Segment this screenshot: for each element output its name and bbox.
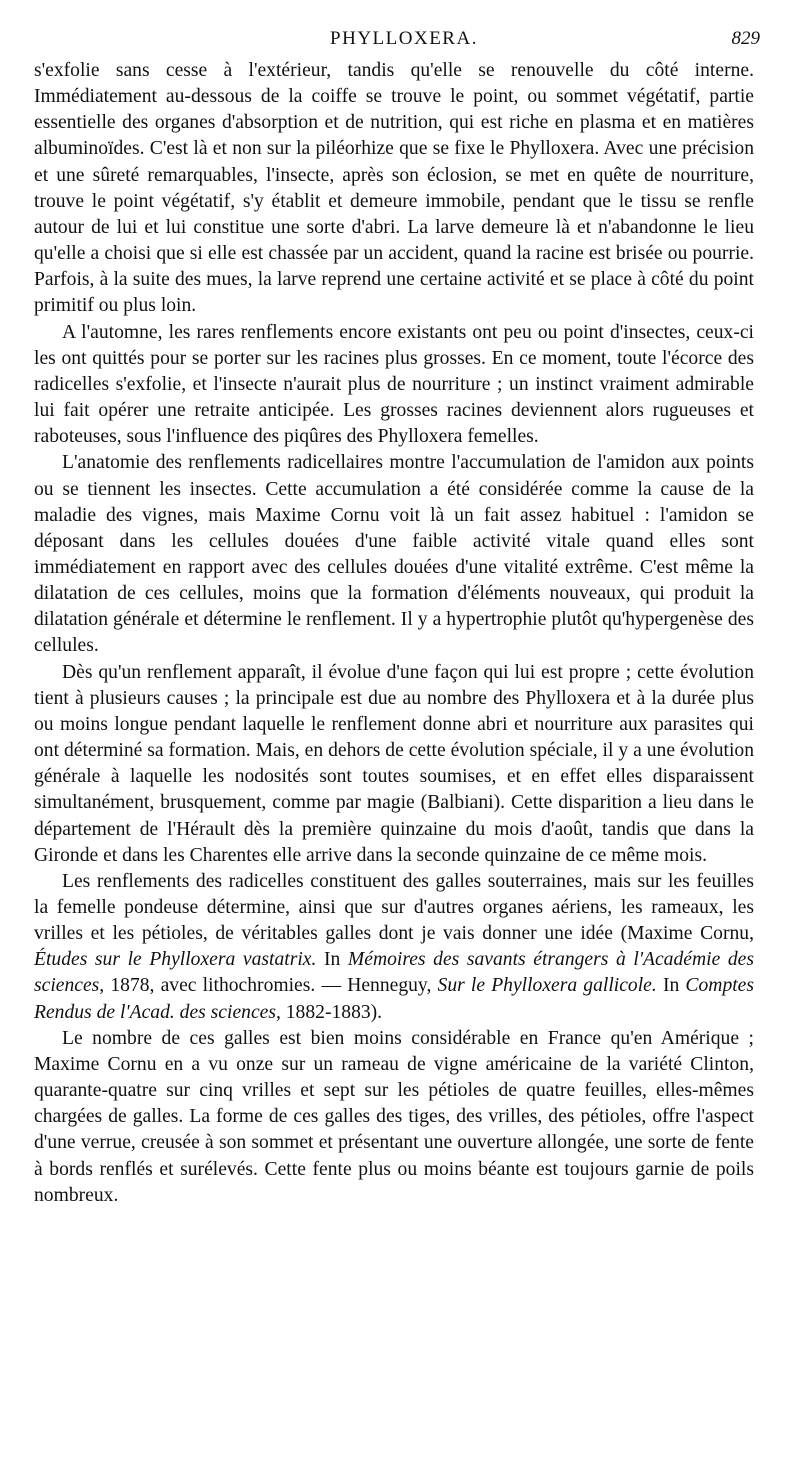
paragraph: [34, 660, 754, 869]
paragraph: [34, 450, 754, 659]
scan-artifact-marks: [60, 1420, 750, 1430]
text-run: In: [656, 975, 686, 997]
paragraph: [34, 1026, 754, 1209]
page-header: [48, 28, 760, 58]
text-run: In: [316, 949, 348, 971]
paragraph: [34, 58, 754, 320]
italic-citation: Comptes Rendus de l'Acad. des sciences,: [34, 975, 754, 1023]
paragraph: [34, 869, 754, 1026]
running-title: PHYLLOXERA.: [330, 28, 478, 49]
italic-citation: Sur le Phylloxera gallicole.: [437, 975, 657, 997]
text-run: A l'automne, les rares renflements encore existants ont peu ou point d'insectes, ceux-ci les ont quittés pour se porter sur les racines plus grosses. En ce moment, toute l'écorce des radicelles s'exfolie, et l'insecte n'aurait plus de nourriture ; un instinct vraiment admirable lui fait opérer une retraite anticipée. Les grosses racines deviennent alors rugueuses et raboteuses, sous l'influence des piqûres des Phylloxera femelles.: [34, 321, 754, 448]
body-text: [34, 58, 754, 1209]
text-run: 1878, avec lithochromies. — Henneguy,: [104, 975, 438, 997]
text-run: 1882-1883).: [280, 1001, 383, 1023]
italic-citation: Études sur le Phylloxera vastatrix.: [34, 949, 317, 971]
text-run: s'exfolie sans cesse à l'extérieur, tandis qu'elle se renouvelle du côté interne. Immédiatement au-dessous de la coiffe se trouve le point, ou sommet végétatif, partie essentielle des organes d'absorption et de nutrition, qui est riche en plasma et en matières albuminoïdes. C'est là et non sur la piléorhize que se fixe le Phylloxera. Avec une précision et une sûreté remarquables, l'insecte, après son éclosion, se met en quête de nourriture, trouve le point végétatif, s'y établit et demeure immobile, pendant que le tissu se renfle autour de lui et lui constitue une sorte d'abri. La larve demeure là et n'abandonne le lieu qu'elle a choisi que si elle est chassée par un accident, quand la racine est brisée ou pourrie. Parfois, à la suite des mues, la larve reprend une certaine activité et se place à côté du point primitif ou plus loin.: [34, 60, 754, 317]
text-run: L'anatomie des renflements radicellaires montre l'accumulation de l'amidon aux points ou se tiennent les insectes. Cette accumulation a été considérée comme la cause de la maladie des vignes, mais Maxime Cornu voit là un fait assez habituel : l'amidon se déposant dans les cellules douées d'une faible activité vitale quand elles sont immédiatement en rapport avec des cellules douées d'une vitalité extrême. C'est même la dilatation de ces cellules, moins que la formation d'éléments nouveaux, qui produit la dilatation générale et détermine le renflement. Il y a hypertrophie plutôt qu'hypergenèse des cellules.: [34, 452, 754, 657]
text-run: Dès qu'un renflement apparaît, il évolue d'une façon qui lui est propre ; cette évolution tient à plusieurs causes ; la principale est due au nombre des Phylloxera et à la durée plus ou moins longue pendant laquelle le renflement donne abri et nourriture aux parasites qui ont déterminé sa formation. Mais, en dehors de cette évolution spéciale, il y a une évolution générale à laquelle les nodosités sont toutes soumises, et en effet elles disparaissent simultanément, brusquement, comme par magie (Balbiani). Cette disparition a lieu dans le département de l'Hérault dès la première quinzaine du mois d'août, tandis que dans la Gironde et dans les Charentes elle arrive dans la seconde quinzaine de ce même mois.: [34, 661, 754, 866]
text-run: Le nombre de ces galles est bien moins considérable en France qu'en Amérique ; Maxime Cornu en a vu onze sur un rameau de vigne américaine de la variété Clinton, quarante-quatre sur cinq vrilles et sept sur les pétioles de quatre feuilles, elles-mêmes chargées de galles. La forme de ces galles des tiges, des vrilles, des pétioles, offre l'aspect d'une verrue, creusée à son sommet et présentant une ouverture allongée, une sorte de fente à bords renflés et surélevés. Cette fente plus ou moins béante est toujours garnie de poils nombreux.: [34, 1027, 754, 1206]
italic-citation: Mémoires des savants étrangers à l'Académie des sciences,: [34, 949, 754, 997]
text-run: Les renflements des radicelles constituent des galles souterraines, mais sur les feuilles la femelle pondeuse détermine, ainsi que sur d'autres organes aériens, les rameaux, les vrilles et les pétioles, de véritables galles dont je vais donner une idée (Maxime Cornu,: [34, 870, 754, 945]
page-number: 829: [731, 28, 760, 49]
paragraph: [34, 320, 754, 451]
